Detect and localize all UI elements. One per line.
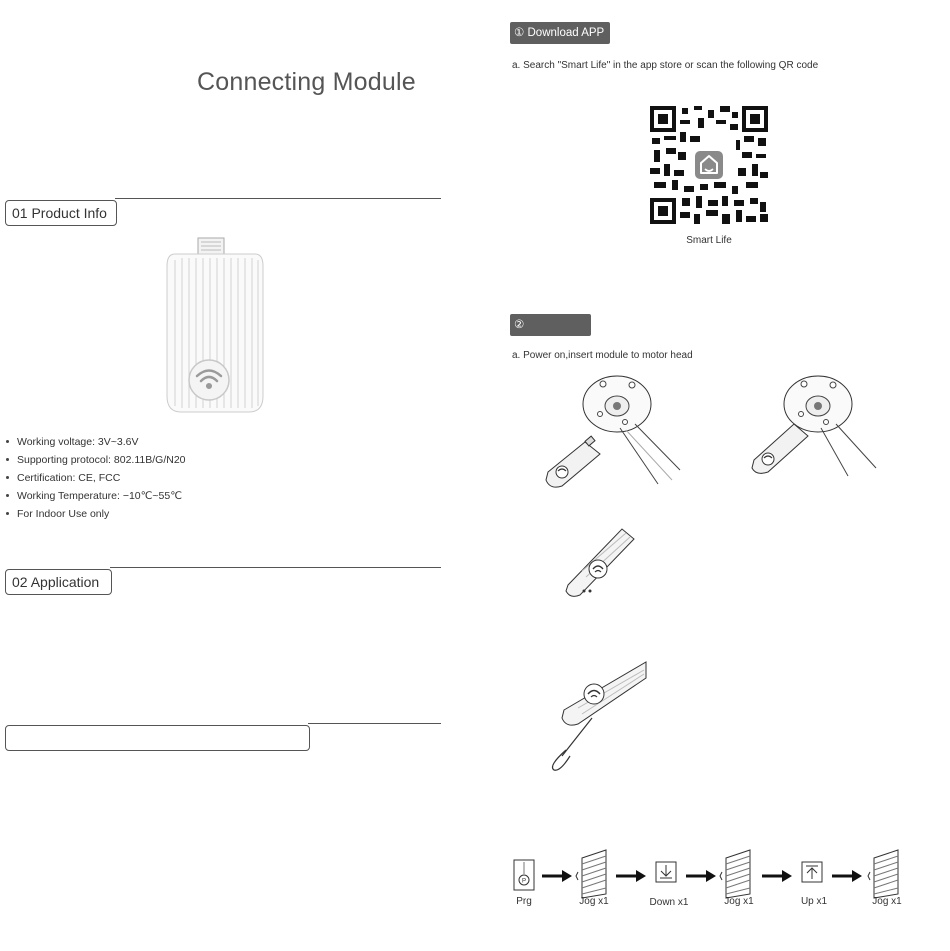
blind-jog-icon: [720, 850, 750, 898]
download-instruction: a. Search "Smart Life" in the app store or scan the following QR code: [512, 60, 819, 71]
spec-item: Certification: CE, FCC: [6, 469, 186, 487]
step-install-pill: ②: [510, 314, 591, 336]
spec-item: For Indoor Use only: [6, 505, 186, 523]
sequence-label: Jog x1: [872, 896, 902, 907]
wifi-badge: [189, 360, 229, 400]
up-button-icon: [802, 862, 822, 882]
sequence-label: Down x1: [649, 897, 689, 908]
arrow-right-icon: [832, 870, 862, 882]
arrow-right-icon: [616, 870, 646, 882]
spec-item: Working voltage: 3V~3.6V: [6, 433, 186, 451]
section-divider: [115, 198, 441, 199]
step-download-pill: ① Download APP: [510, 22, 610, 44]
section-divider: [110, 567, 441, 568]
arrow-right-icon: [762, 870, 792, 882]
blind-jog-icon: [576, 850, 606, 898]
spec-item: Working Temperature: −10℃~55℃: [6, 487, 186, 505]
module-led-illustration: [562, 525, 637, 600]
section-third-label: [5, 725, 310, 751]
sequence-label: Up x1: [800, 896, 828, 907]
arrow-right-icon: [686, 870, 716, 882]
section-product-info-label: 01 Product Info: [5, 200, 117, 226]
insert-module-illustration-1: [540, 372, 690, 497]
install-instruction: a. Power on,insert module to motor head: [512, 350, 693, 361]
sequence-label: Jog x1: [579, 896, 609, 907]
page-title: Connecting Module: [197, 68, 416, 96]
prg-button-icon: [514, 860, 534, 890]
module-illustration: [165, 236, 265, 414]
reset-pin-illustration: [548, 660, 648, 772]
down-button-icon: [656, 862, 676, 882]
spec-list: [6, 433, 186, 523]
programming-sequence: [510, 848, 910, 912]
spec-item: Supporting protocol: 802.11B/G/N20: [6, 451, 186, 469]
insert-module-illustration-2: [748, 372, 888, 497]
section-application-label: 02 Application: [5, 569, 112, 595]
svg-text:P: P: [521, 878, 527, 885]
qr-code[interactable]: [650, 106, 768, 224]
sequence-label: Prg: [516, 896, 532, 907]
sequence-label: Jog x1: [724, 896, 754, 907]
blind-jog-icon: [868, 850, 898, 898]
section-divider: [308, 723, 441, 724]
qr-caption: Smart Life: [686, 235, 732, 246]
arrow-right-icon: [542, 870, 572, 882]
